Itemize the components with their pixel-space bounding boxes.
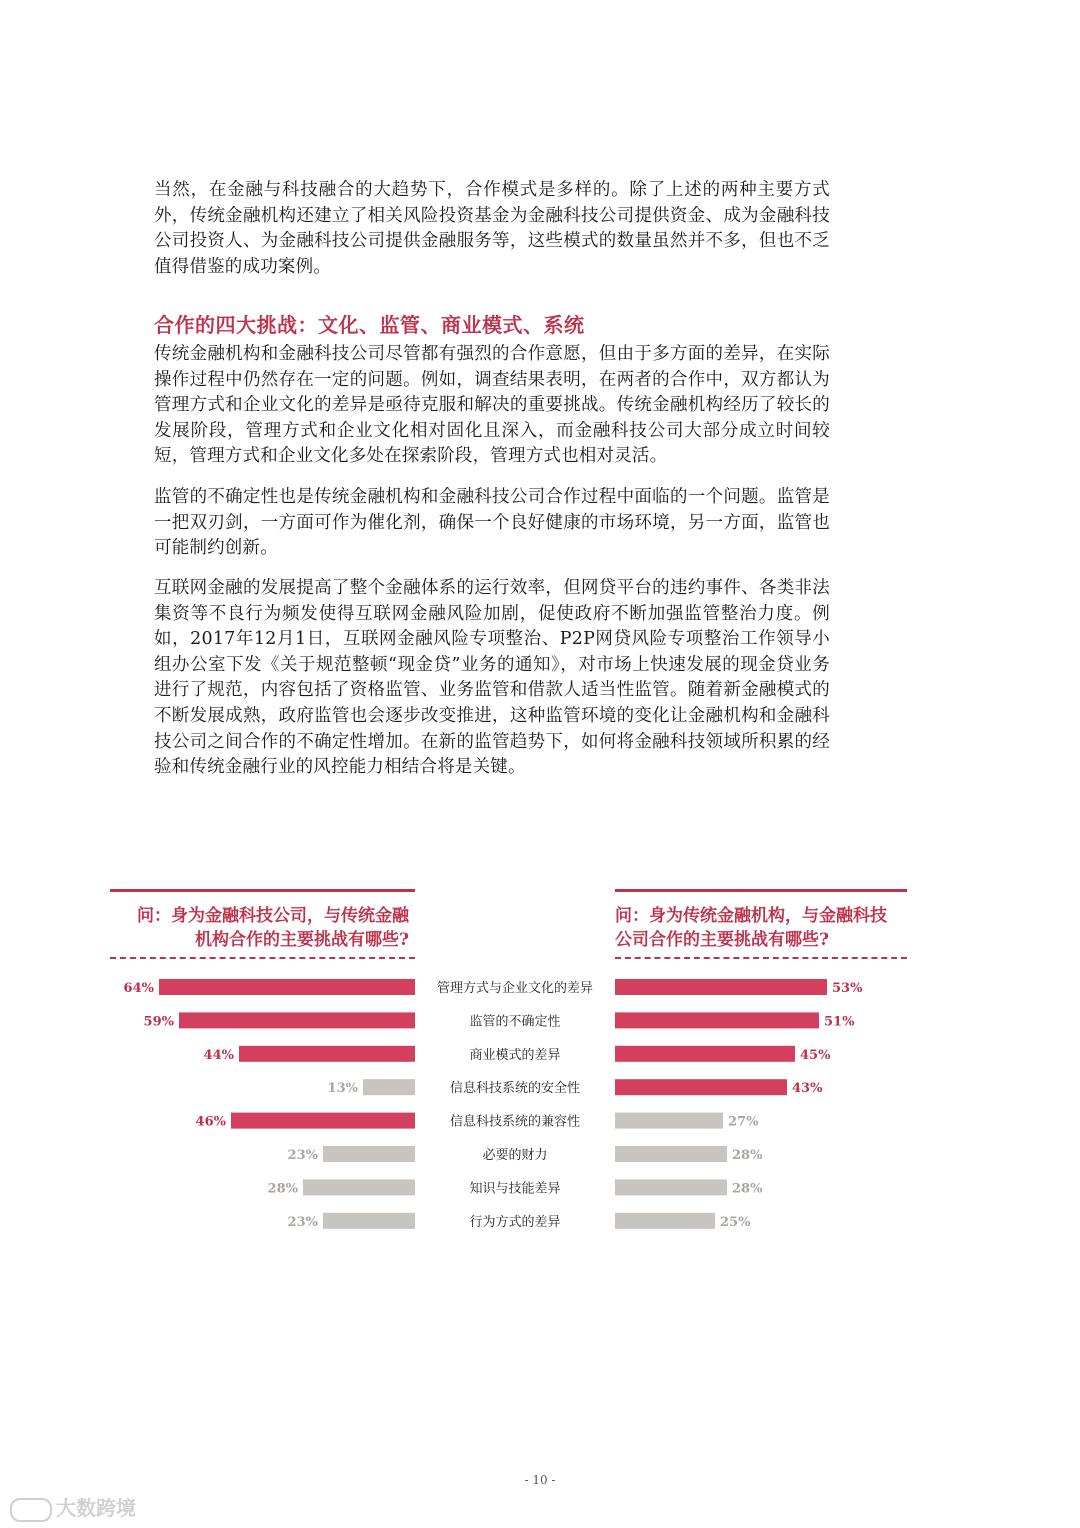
left-bar — [239, 1046, 415, 1062]
right-bar-label: 53% — [832, 981, 863, 996]
culture-paragraph: 传统金融机构和金融科技公司尽管都有强烈的合作意愿，但由于多方面的差异，在实际操作过程中仍然存在一定的问题。例如，调查结果表明，在两者的合作中，双方都认为管理方式和企业文化的差异是亟待克服和解决的重要挑战。传统金融机构经历了较长的发展阶段，管理方式和企业文化相对固化且深入，而金融科技公司大部分成立时间较短，管理方式和企业文化多处在探索阶段，管理方式也相对灵活。 — [154, 344, 830, 467]
internet-finance-paragraph: 互联网金融的发展提高了整个金融体系的运行效率，但网贷平台的违约事件、各类非法集资等不良行为频发使得互联网金融风险加剧，促使政府不断加强监管整治力度。例如，2017年12月1日，互联网金融风险专项整治、P2P网贷风险专项整治工作领导小组办公室下发《关于规范整顿“现金贷”业务的通知》，对市场上快速发展的现金贷业务进行了规范，内容包括了资格监管、业务监管和借款人适当性监管。随着新金融模式的不断发展成熟，政府监管也会逐步改变推进，这种监管环境的变化让金融机构和金融科技公司之间合作的不确定性增加。在新的监管趋势下，如何将金融科技领域所积累的经验和传统金融行业的风控能力相结合将是关键。 — [154, 578, 830, 778]
left-bar-label: 44% — [203, 1047, 234, 1063]
left-question-line2: 机构合作的主要挑战有哪些? — [195, 930, 409, 950]
left-bar — [363, 1079, 415, 1095]
right-question-line1: 问：身为传统金融机构，与金融科技 — [615, 906, 887, 926]
watermark-logo-icon — [10, 1498, 52, 1522]
left-bar — [231, 1113, 415, 1129]
right-bar-label: 51% — [824, 1014, 855, 1030]
right-bar — [615, 1213, 715, 1229]
right-bar-label: 28% — [732, 1181, 763, 1197]
category-label: 必要的财力 — [482, 1148, 548, 1163]
watermark-text: 大数跨境 — [56, 1496, 136, 1520]
page-number: - 10 - — [524, 1473, 556, 1487]
left-bar-label: 23% — [287, 1148, 318, 1163]
category-label: 监管的不确定性 — [469, 1014, 561, 1030]
right-bar — [615, 979, 827, 995]
right-bar — [615, 1146, 727, 1162]
left-bar-label: 46% — [195, 1114, 226, 1130]
category-label: 商业模式的差异 — [469, 1047, 561, 1063]
right-bar-label: 27% — [728, 1114, 759, 1130]
section-heading: 合作的四大挑战：文化、监管、商业模式、系统 — [154, 313, 585, 337]
category-label: 信息科技系统的安全性 — [449, 1081, 581, 1097]
right-bar — [615, 1079, 787, 1095]
left-bar-label: 23% — [287, 1214, 318, 1230]
right-bar-label: 45% — [800, 1047, 831, 1063]
left-bar-label: 64% — [123, 981, 154, 996]
right-question-line2: 公司合作的主要挑战有哪些? — [615, 930, 829, 950]
left-question-line1: 问：身为金融科技公司，与传统金融 — [137, 906, 409, 926]
left-bar — [323, 1146, 415, 1162]
category-label: 管理方式与企业文化的差异 — [436, 981, 594, 996]
left-bar — [159, 979, 415, 995]
right-bar — [615, 1012, 819, 1028]
intro-paragraph: 当然，在金融与科技融合的大趋势下，合作模式是多样的。除了上述的两种主要方式外，传统金融机构还建立了相关风险投资基金为金融科技公司提供资金、成为金融科技公司投资人、为金融科技公司提供金融服务等，这些模式的数量虽然并不多，但也不乏值得借鉴的成功案例。 — [154, 180, 830, 277]
category-label: 信息科技系统的兼容性 — [449, 1114, 581, 1130]
right-bar-label: 25% — [720, 1214, 751, 1230]
right-bar — [615, 1179, 727, 1195]
left-bar — [303, 1179, 415, 1195]
left-bar-label: 13% — [327, 1081, 358, 1097]
category-label: 行为方式的差异 — [469, 1214, 561, 1230]
left-bar-label: 59% — [143, 1014, 174, 1030]
left-bar-label: 28% — [267, 1181, 298, 1197]
watermark — [10, 1492, 136, 1522]
right-bar — [615, 1046, 795, 1062]
right-bar — [615, 1113, 723, 1129]
left-bar — [323, 1213, 415, 1229]
right-bar-label: 28% — [732, 1148, 763, 1163]
regulation-paragraph: 监管的不确定性也是传统金融机构和金融科技公司合作过程中面临的一个问题。监管是一把双刃剑，一方面可作为催化剂，确保一个良好健康的市场环境，另一方面，监管也可能制约创新。 — [154, 487, 830, 559]
left-bar — [179, 1012, 415, 1028]
right-bar-label: 43% — [792, 1081, 823, 1097]
category-label: 知识与技能差异 — [469, 1181, 561, 1197]
